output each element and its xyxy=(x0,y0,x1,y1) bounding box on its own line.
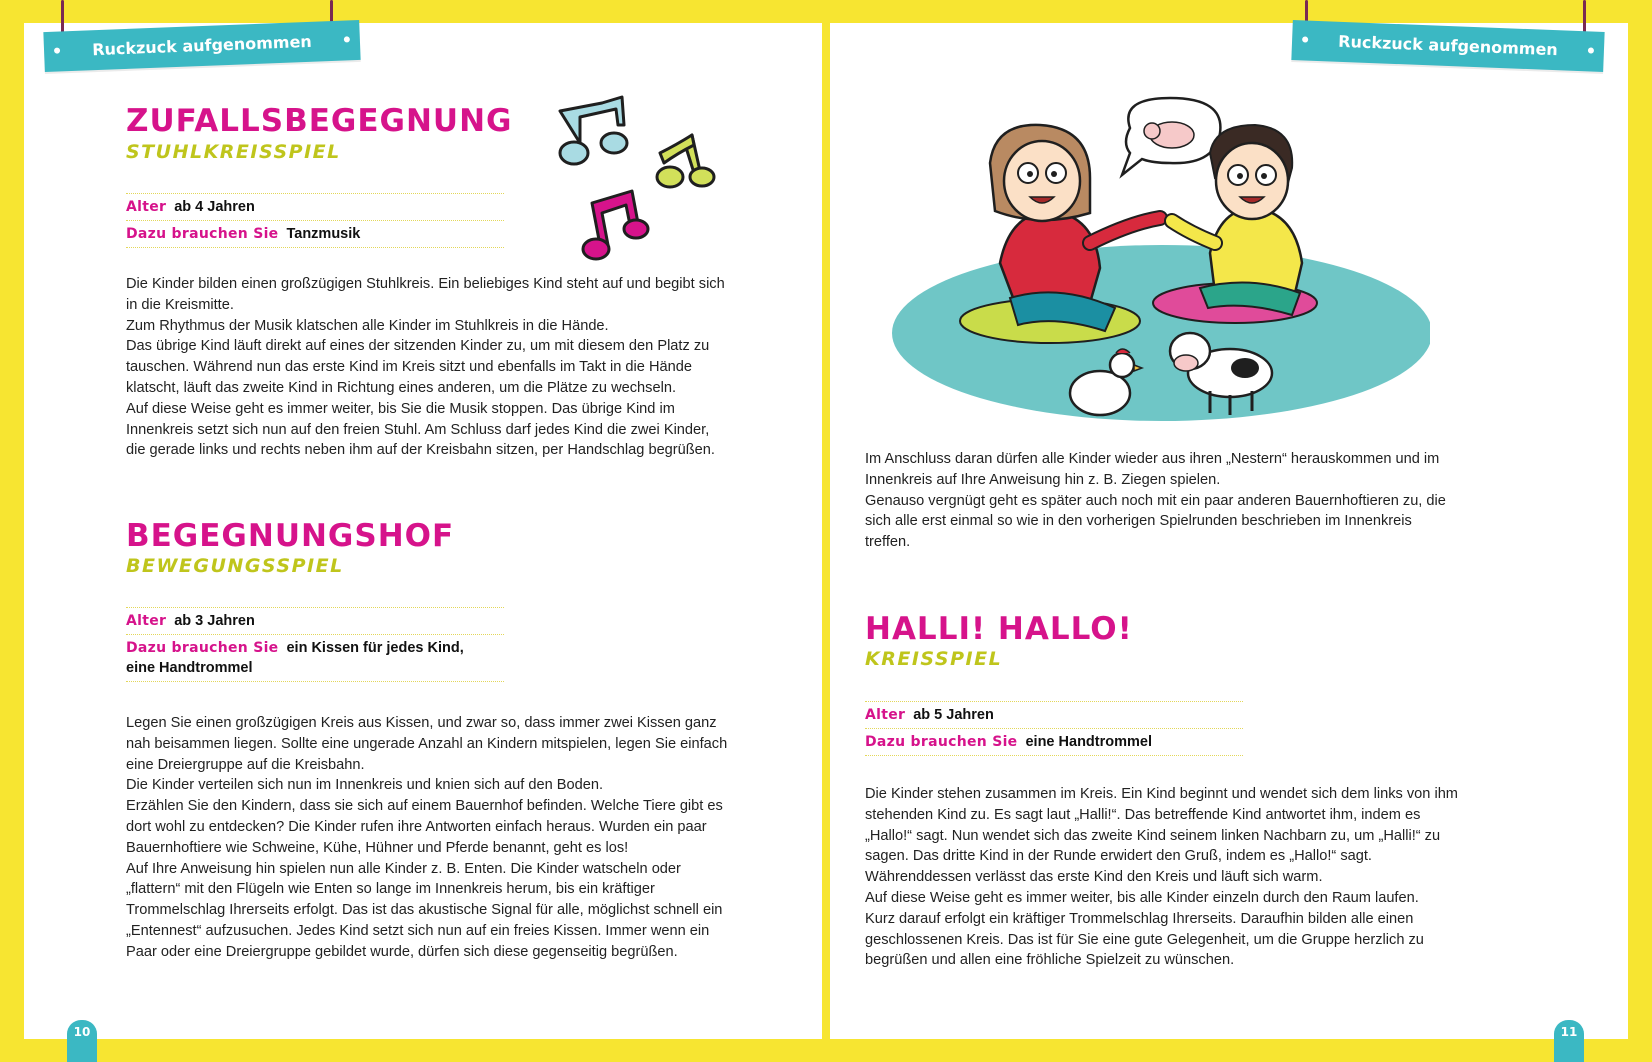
banner-rivet-icon xyxy=(1588,47,1594,53)
paragraph: Auf diese Weise geht es immer weiter, bis alle Kinder einzeln durch den Raum laufen. xyxy=(865,889,1419,906)
needs-value: Tanzmusik xyxy=(286,226,361,242)
game-title: HALLI! HALLO! xyxy=(865,611,1133,647)
banner-rivet-icon xyxy=(1302,36,1308,42)
banner-rivet-icon xyxy=(54,47,60,53)
needs-value: ein Kissen für jedes Kind, xyxy=(286,640,464,656)
banner-label: Ruckzuck aufgenommen xyxy=(1337,31,1559,60)
age-value: ab 5 Jahren xyxy=(913,707,994,723)
page-number: 11 xyxy=(1554,1020,1584,1062)
left-page xyxy=(24,23,822,1039)
needs-value: eine Handtrommel xyxy=(1025,734,1152,750)
needs-row xyxy=(126,635,504,682)
game-meta xyxy=(865,701,1243,756)
needs-label: Dazu brauchen Sie xyxy=(865,734,1018,750)
continuation-text xyxy=(865,449,1455,553)
age-label: Alter xyxy=(126,199,167,215)
age-row xyxy=(126,194,504,221)
game-title: ZUFALLSBEGEGNUNG xyxy=(126,103,513,139)
game-description xyxy=(865,784,1470,971)
game-meta xyxy=(126,193,504,248)
paragraph: Auf diese Weise geht es immer weiter, bis Sie die Musik stoppen. Das übrige Kind im Innenkreis setzt sich nun auf den freien Stuhl. Am Schluss darf jedes Kind die zwei Kinder, die gerade links und rechts neben ihm auf der Kreisbahn sitzen, per Handschlag begrüßen. xyxy=(126,400,715,459)
age-value: ab 4 Jahren xyxy=(174,199,255,215)
game-meta xyxy=(126,607,504,682)
game-subtitle: BEWEGUNGSSPIEL xyxy=(126,555,344,577)
age-label: Alter xyxy=(126,613,167,629)
paragraph: Erzählen Sie den Kindern, dass sie sich auf einem Bauernhof befinden. Welche Tiere gibt es dort wohl zu entdecken? Die Kinder rufen ihre Antworten einfach heraus. Wurden ein paar Bauernhoftiere wie Schweine, Kühe, Hühner und Pferde benannt, geht es los! xyxy=(126,798,723,856)
paragraph: Zum Rhythmus der Musik klatschen alle Kinder im Stuhlkreis in die Hände. xyxy=(126,317,609,334)
game-subtitle: KREISSPIEL xyxy=(865,648,1003,670)
music-notes-illustration xyxy=(552,73,732,273)
needs-value-cont: eine Handtrommel xyxy=(126,660,253,676)
game-subtitle: STUHLKREISSPIEL xyxy=(126,141,341,163)
paragraph: Im Anschluss daran dürfen alle Kinder wieder aus ihren „Nestern“ herauskommen und im Innenkreis auf Ihre Anweisung hin z. B. Ziegen spielen. xyxy=(865,451,1440,488)
paragraph: Kurz darauf erfolgt ein kräftiger Trommelschlag Ihrerseits. Daraufhin bilden alle einen geschlossenen Kreis. Das ist für Sie eine gute Gelegenheit, um die Gruppe herzlich zu begrüßen und allen eine fröhliche Spielzeit zu wünschen. xyxy=(865,910,1424,969)
banner-label: Ruckzuck aufgenommen xyxy=(91,31,313,60)
paragraph: Genauso vergnügt geht es später auch noch mit ein paar anderen Bauernhoftieren zu, die sich alle erst einmal so wie in den vorherigen Spielrunden beschrieben im Innenkreis treffen. xyxy=(865,492,1446,551)
age-row xyxy=(126,608,504,635)
paragraph: Die Kinder stehen zusammen im Kreis. Ein Kind beginnt und wendet sich dem links von ihm stehenden Kind zu. Es sagt laut „Halli!“. Das betreffende Kind antwortet ihm, indem es „Hallo!“ sagt. Nun wendet sich das zweite Kind seinem linken Nachbarn zu, um „Halli!“ zu sagen. Das dritte Kind in der Runde erwidert den Gruß, indem es „Hallo!“ sagt. Währenddessen verlässt das erste Kind den Kreis und läuft sich warm. xyxy=(865,786,1458,886)
paragraph: Legen Sie einen großzügigen Kreis aus Kissen, und zwar so, dass immer zwei Kissen ganz nah beisammen liegen. Sollte eine ungerade Anzahl an Kindern mitspielen, legen Sie einfach eine Dreiergruppe auf die Kreisbahn. xyxy=(126,715,728,773)
paragraph: Das übrige Kind läuft direkt auf eines der sitzenden Kinder zu, um mit diesem den Platz zu tauschen. Während nun das erste Kind im Kreis sitzt und ebenfalls im Takt in die Hände klatscht, läuft das zweite Kind in Richtung eines anderen, um die Plätze zu wechseln. xyxy=(126,338,710,396)
needs-row xyxy=(126,221,504,248)
paragraph: Die Kinder verteilen sich nun im Innenkreis und knien sich auf den Boden. xyxy=(126,777,604,794)
children-greeting-illustration xyxy=(890,93,1430,433)
age-label: Alter xyxy=(865,707,906,723)
paragraph: Auf Ihre Anweisung hin spielen nun alle Kinder z. B. Enten. Die Kinder watscheln oder „flattern“ mit den Flügeln wie Enten so lange im Innenkreis herum, bis ein kräftiger Trommelschlag Ihrerseits erfolgt. Das ist das akustische Signal für alle, möglichst schnell ein „Entennest“ aufzusuchen. Jedes Kind setzt sich nun auf ein freies Kissen. Immer wenn ein Paar oder eine Dreiergruppe gebildet wurde, dürfen sich diese gegenseitig begrüßen. xyxy=(126,860,723,960)
needs-row xyxy=(865,729,1243,756)
banner-rivet-icon xyxy=(344,36,350,42)
game-description xyxy=(126,713,736,963)
header-banner-left xyxy=(43,20,360,72)
needs-label: Dazu brauchen Sie xyxy=(126,226,279,242)
page-number: 10 xyxy=(67,1020,97,1062)
paragraph: Die Kinder bilden einen großzügigen Stuhlkreis. Ein beliebiges Kind steht auf und begibt sich in die Kreismitte. xyxy=(126,276,725,313)
right-page xyxy=(830,23,1628,1039)
needs-label: Dazu brauchen Sie xyxy=(126,640,279,656)
game-title: BEGEGNUNGSHOF xyxy=(126,518,455,554)
header-banner-right xyxy=(1291,20,1604,72)
age-row xyxy=(865,702,1243,729)
age-value: ab 3 Jahren xyxy=(174,613,255,629)
game-description xyxy=(126,274,726,461)
